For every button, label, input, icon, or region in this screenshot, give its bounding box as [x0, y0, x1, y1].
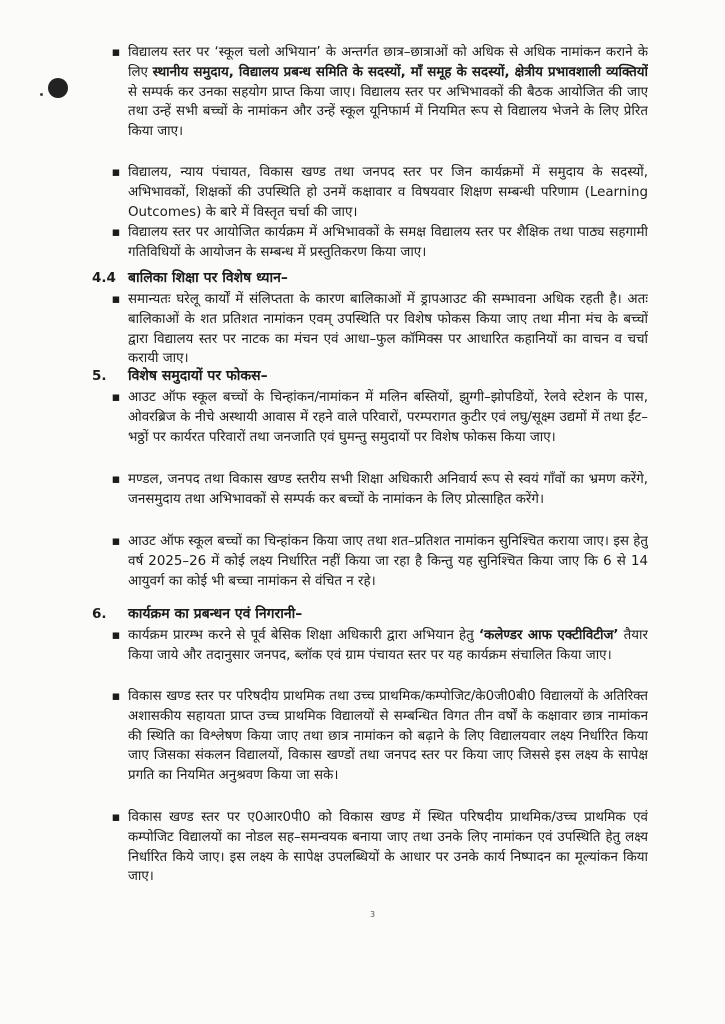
bullet-icon: ▪ [111, 628, 121, 643]
bullet-icon: ▪ [111, 45, 121, 60]
bullet-paragraph [128, 470, 648, 510]
paragraph-text: विद्यालय, न्याय पंचायत, विकास खण्ड तथा जनपद स्तर पर जिन कार्यक्रमों में समुदाय के सदस्यों, अभिभावकों, शिक्षकों की उपस्थिति हो उनमें कक्षावार व विषयवार शिक्षण सम्बन्धी परिणाम (Learning Outcomes) के बारे में विस्तृत चर्चा की जाए। [128, 165, 648, 220]
section-number: 4.4 [92, 270, 116, 286]
bullet-icon: ▪ [111, 390, 121, 405]
bullet-paragraph [128, 532, 648, 591]
paragraph-text: आउट ऑफ स्कूल बच्चों का चिन्हांकन किया जाए तथा शत–प्रतिशत नामांकन सुनिश्चित कराया जाए। इस हेतु वर्ष 2025–26 में कोई लक्ष्य निर्धारित नहीं किया जा रहा है किन्तु यह सुनिश्चित किया जाए कि 6 से 14 आयुवर्ग का कोई भी बच्चा नामांकन से वंचित न रहे। [128, 534, 648, 589]
bullet-paragraph [128, 626, 648, 666]
scan-speck [40, 93, 43, 96]
section-heading: विशेष समुदायों पर फोकस– [128, 368, 268, 384]
section-heading: बालिका शिक्षा पर विशेष ध्यान– [128, 270, 288, 286]
paragraph-text: विकास खण्ड स्तर पर परिषदीय प्राथमिक तथा उच्च प्राथमिक/कम्पोजिट/के0जी0बी0 विद्यालयों के अतिरिक्त अशासकीय सहायता प्राप्त उच्च प्राथमिक विद्यालयों से सम्बन्धित विगत तीन वर्षों के कक्षावार छात्र नामांकन की स्थिति का विश्लेषण किया जाए तथा छात्र नामांकन को बढ़ाने के लिए विद्यालयवार लक्ष्य निर्धारित किया जाए जिसका संकलन विद्यालयों, विकास खण्डों तथा जनपद स्तर पर किया जाए जिससे इस लक्ष्य के सापेक्ष प्रगति का नियमित अनुश्रवण किया जा सके। [128, 689, 648, 784]
punch-hole [48, 78, 68, 98]
bullet-paragraph [128, 163, 648, 222]
section-heading: कार्यक्रम का प्रबन्धन एवं निगरानी– [128, 606, 303, 622]
bullet-icon: ▪ [111, 225, 121, 240]
bullet-paragraph [128, 223, 648, 263]
paragraph-text: कार्यक्रम प्रारम्भ करने से पूर्व बेसिक शिक्षा अधिकारी द्वारा अभियान हेतु [128, 628, 479, 643]
paragraph-text: विद्यालय स्तर पर ‘स्कूल चलो अभियान’ के अन्तर्गत छात्र–छात्राओं को अधिक से अधिक नामांकन कराने के लिए [128, 45, 648, 80]
bullet-paragraph [128, 687, 648, 786]
paragraph-text: विद्यालय स्तर पर आयोजित कार्यक्रम में अभिभावकों के समक्ष विद्यालय स्तर पर शैक्षिक तथा पाठ्य सहगामी गतिविधियों के आयोजन के सम्बन्ध में प्रस्तुतिकरण किया जाए। [128, 225, 648, 260]
bullet-icon: ▪ [111, 534, 121, 549]
bullet-icon: ▪ [111, 165, 121, 180]
paragraph-text: समान्यतः घरेलू कार्यों में संलिप्तता के कारण बालिकाओं में ड्रापआउट की सम्भावना अधिक रहती है। अतः बालिकाओं के शत प्रतिशत नामांकन एवम् उपस्थिति पर विशेष फोकस किया जाए तथा मीना मंच के बच्चों द्वारा विद्यालय स्तर पर नाटक का मंचन एवं आधा–फुल कॉमिक्स पर आधारित कहानियों का वाचन व चर्चा करायी जाए। [128, 292, 648, 367]
paragraph-text: मण्डल, जनपद तथा विकास खण्ड स्तरीय सभी शिक्षा अधिकारी अनिवार्य रूप से स्वयं गाँवों का भ्रमण करेंगे, जनसमुदाय तथा अभिभावकों से सम्पर्क कर बच्चों के नामांकन के लिए प्रोत्साहित करेंगे। [128, 472, 648, 507]
bullet-icon: ▪ [111, 689, 121, 704]
bullet-paragraph [128, 43, 648, 142]
bullet-paragraph [128, 808, 648, 887]
bullet-icon: ▪ [111, 810, 121, 825]
paragraph-text: आउट ऑफ स्कूल बच्चों के चिन्हांकन/नामांकन में मलिन बस्तियों, झुग्गी–झोपडियों, रेलवे स्टेशन के पास, ओवरब्रिज के नीचे अस्थायी आवास में रहने वाले परिवारों, परम्परागत कुटीर एवं लघु/सूक्ष्म उद्यमों में तथा ईंट–भठ्ठों पर कार्यरत परिवारों तथा जनजाति एवं घुमन्तु समुदायों पर विशेष फोकस किया जाए। [128, 390, 648, 445]
bold-text: स्थानीय समुदाय, विद्यालय प्रबन्ध समिति के सदस्यों, माँ समूह के सदस्यों, क्षेत्रीय प्रभावशाली व्यक्तियों [152, 64, 648, 80]
section-number: 5. [92, 368, 107, 384]
bullet-icon: ▪ [111, 472, 121, 487]
bullet-icon: ▪ [111, 292, 121, 307]
section-number: 6. [92, 606, 107, 622]
bold-text: ‘कलेण्डर आफ एक्टीविटीज’ [478, 628, 619, 643]
bullet-paragraph [128, 388, 648, 447]
paragraph-text: तैयार किया जाये और तदानुसार जनपद, ब्लॉक एवं ग्राम पंचायत स्तर पर यह कार्यक्रम संचालित किया जाए। [128, 628, 648, 663]
paragraph-text: विकास खण्ड स्तर पर ए0आर0पी0 को विकास खण्ड में स्थित परिषदीय प्राथमिक/उच्च प्राथमिक एवं कम्पोजिट विद्यालयों का नोडल सह–समन्वयक बनाया जाए तथा उनके लिए नामांकन एवं उपस्थिति हेतु लक्ष्य निर्धारित किये जाए। इस लक्ष्य के सापेक्ष उपलब्धियों के आधार पर उनके कार्य निष्पादन का मूल्यांकन किया जाए। [128, 810, 648, 885]
paragraph-text: से सम्पर्क कर उनका सहयोग प्राप्त किया जाए। विद्यालय स्तर पर अभिभावकों की बैठक आयोजित की जाए तथा उन्हें सभी बच्चों के नामांकन और उन्हें स्कूल यूनिफार्म में नियमित रूप से विद्यालय भेजने के लिए प्रेरित किया जाए। [128, 84, 648, 140]
page-mark: 3 [370, 910, 376, 919]
bullet-paragraph [128, 290, 648, 369]
